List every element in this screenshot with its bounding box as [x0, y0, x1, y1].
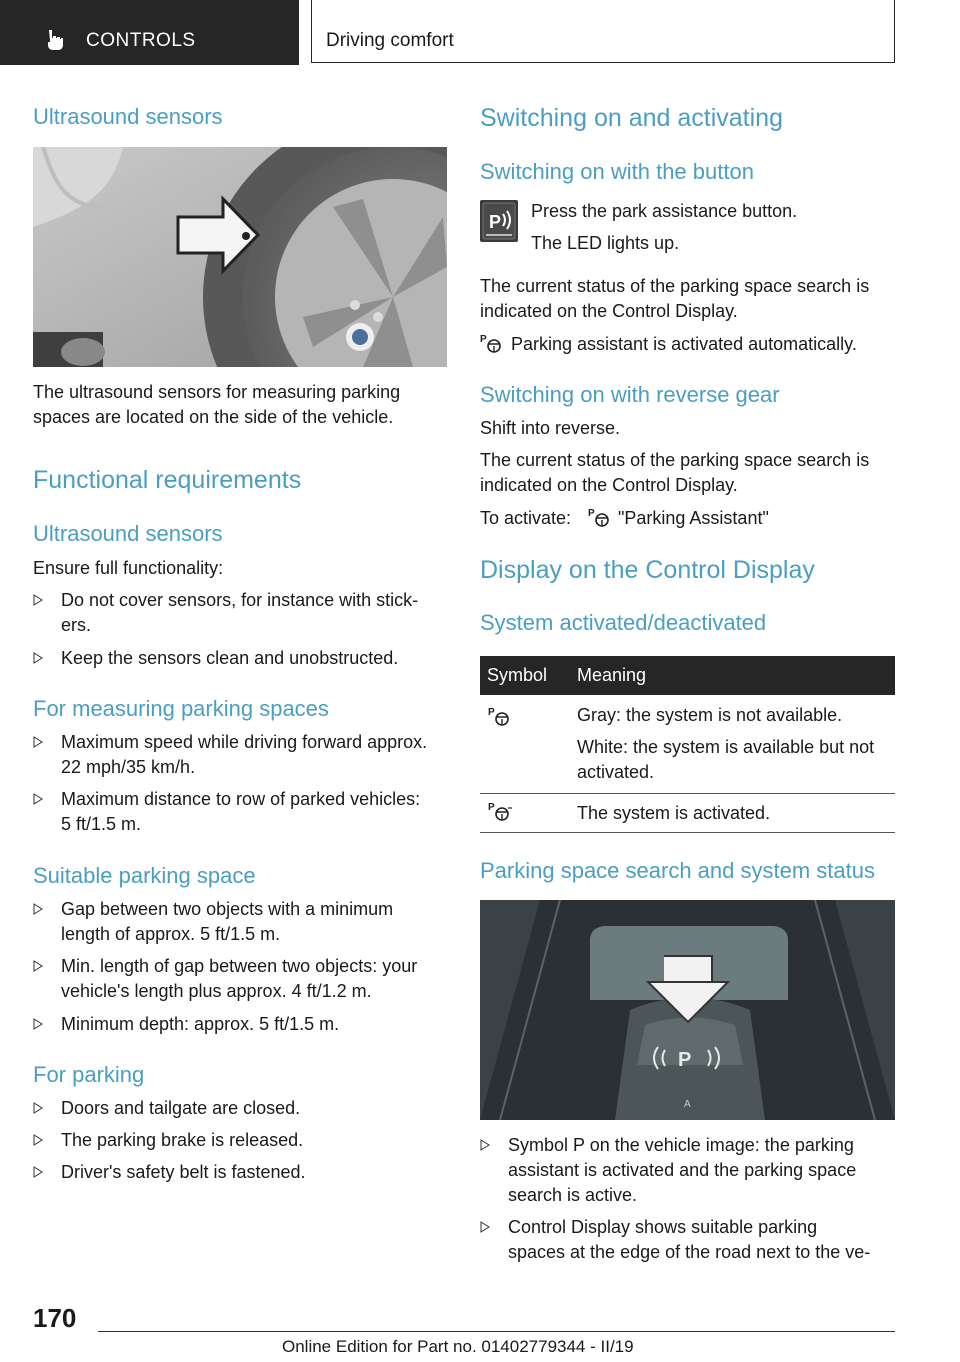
list-item: [33, 646, 447, 671]
list-item-text: Control Display shows suitable parking: [508, 1217, 818, 1237]
list-item: [33, 588, 447, 638]
heading-switching-button: Switching on with the button: [480, 159, 754, 184]
table-header-symbol: Symbol: [487, 665, 548, 685]
parking-assistant-icon: [486, 705, 514, 727]
heading-functional-requirements: Functional requirements: [33, 466, 302, 494]
heading-system-activated: System activated/deactivated: [480, 610, 767, 635]
heading-ultrasound-sensors-2: Ultrasound sensors: [33, 521, 223, 546]
list-item-text: spaces at the edge of the road next to the ve‐: [508, 1242, 871, 1262]
bullet-triangle-icon: [33, 594, 43, 606]
list-item-text: Maximum distance to row of parked vehicles:: [61, 789, 421, 809]
heading-reverse-gear: Switching on with reverse gear: [480, 382, 780, 407]
heading-switching-on: Switching on and activating: [480, 104, 783, 132]
table-cell-meaning: The system is activated.: [577, 802, 771, 823]
symbol-table: [480, 656, 895, 833]
bullet-triangle-icon: [33, 1134, 43, 1146]
list-item-text: The parking brake is released.: [61, 1130, 304, 1150]
bullet-triangle-icon: [480, 1221, 490, 1233]
press-text: Press the park assistance button.: [531, 201, 798, 221]
list-item-text: Minimum depth: approx. 5 ft/1.5 m.: [61, 1014, 340, 1034]
list-item-text: Keep the sensors clean and unobstructed.: [61, 648, 399, 668]
bullet-triangle-icon: [33, 652, 43, 664]
svg-text:P: P: [588, 508, 595, 519]
bullet-triangle-icon: [33, 736, 43, 748]
meaning-line: White: the system is available but not: [577, 737, 875, 757]
list-item-text: length of approx. 5 ft/1.5 m.: [61, 924, 281, 944]
footer-divider: [98, 1331, 895, 1332]
svg-text:P: P: [488, 707, 495, 718]
park-assist-button-icon: [480, 200, 518, 242]
to-activate-label: To activate:: [480, 508, 572, 528]
bullet-triangle-icon: [33, 1166, 43, 1178]
header-section-tab: [0, 0, 299, 65]
meaning-line: Gray: the system is not available.: [577, 705, 843, 725]
table-cell-symbol: [480, 695, 569, 794]
heading-parking-search-status: Parking space search and system status: [480, 858, 875, 883]
bullet-triangle-icon: [33, 793, 43, 805]
status-line-1: The current status of the parking space search is: [480, 276, 870, 296]
table-header-meaning: Meaning: [577, 665, 647, 685]
list-item-text: search is active.: [508, 1185, 638, 1205]
status-paragraph-2: [480, 448, 869, 498]
parking-assistant-menu-label: "Parking Assistant": [618, 508, 769, 528]
list-item-text: Gap between two objects with a minimum: [61, 899, 394, 919]
shift-text: Shift into reverse.: [480, 418, 621, 438]
list-item: [33, 1096, 447, 1121]
parking-assistant-active-icon: [486, 800, 514, 822]
header-section-label: CONTROLS: [86, 30, 196, 51]
bullet-triangle-icon: [480, 1139, 490, 1151]
heading-for-parking: For parking: [33, 1062, 145, 1087]
list-item: [33, 1128, 447, 1153]
svg-text:P: P: [678, 1049, 692, 1071]
table-row: [480, 695, 895, 794]
heading-measuring-parking-spaces: For measuring parking spaces: [33, 696, 329, 721]
list-item-text: 5 ft/1.5 m.: [61, 814, 142, 834]
svg-text:A: A: [684, 1099, 691, 1110]
list-item: [33, 1012, 447, 1037]
sensor-caption-line-1: The ultrasound sensors for measuring parking: [33, 382, 401, 402]
list-item-text: ers.: [61, 615, 92, 635]
led-text: The LED lights up.: [531, 233, 680, 253]
ensure-text: Ensure full functionality:: [33, 558, 224, 578]
footer-edition: Online Edition for Part no. 01402779344 - II/19: [282, 1337, 634, 1356]
list-item-text: Doors and tailgate are closed.: [61, 1098, 301, 1118]
parking-assistant-icon: [480, 332, 504, 354]
list-item-text: Do not cover sensors, for instance with stick‐: [61, 590, 419, 610]
bullet-triangle-icon: [33, 1018, 43, 1030]
table-cell-meaning: [569, 695, 895, 794]
list-item-text: Min. length of gap between two objects: your: [61, 956, 418, 976]
table-row: [480, 794, 895, 833]
status-line-2: indicated on the Control Display.: [480, 301, 738, 321]
list-item-text: assistant is activated and the parking space: [508, 1160, 857, 1180]
svg-text:P: P: [488, 801, 495, 813]
ultrasound-sensor-photo: [33, 147, 447, 367]
meaning-line: activated.: [577, 762, 655, 782]
heading-suitable-parking-space: Suitable parking space: [33, 863, 256, 888]
list-item: [33, 897, 447, 947]
heading-display: Display on the Control Display: [480, 556, 815, 584]
list-item: [480, 1133, 895, 1208]
sensor-caption: [33, 380, 400, 430]
table-header-row: [480, 656, 895, 695]
status-line-1: The current status of the parking space search is: [480, 450, 870, 470]
list-item: [33, 954, 447, 1004]
list-item-text: Maximum speed while driving forward approx.: [61, 732, 428, 752]
list-item: [33, 1160, 447, 1185]
list-item-text: Symbol P on the vehicle image: the parking: [508, 1135, 854, 1155]
list-item: [33, 730, 447, 780]
heading-ultrasound-sensors: Ultrasound sensors: [33, 104, 223, 129]
bullet-triangle-icon: [33, 1102, 43, 1114]
list-item-text: vehicle's length plus approx. 4 ft/1.2 m.: [61, 981, 372, 1001]
hand-pointer-icon: [43, 28, 65, 50]
parking-assistant-icon: [588, 506, 612, 528]
list-item: [33, 787, 447, 837]
table-cell-symbol: [480, 794, 569, 833]
header-chapter-tab: [311, 0, 895, 63]
status-line-2: indicated on the Control Display.: [480, 475, 738, 495]
bullet-triangle-icon: [33, 960, 43, 972]
status-paragraph-1: [480, 274, 869, 324]
list-item: [480, 1215, 895, 1265]
list-item-text: Driver's safety belt is fastened.: [61, 1162, 306, 1182]
auto-activated-text: Parking assistant is activated automatically.: [511, 334, 857, 354]
sensor-caption-line-2: spaces are located on the side of the vehicle.: [33, 407, 394, 427]
svg-text:P: P: [489, 212, 502, 232]
list-item-text: 22 mph/35 km/h.: [61, 757, 196, 777]
page-number: 170: [33, 1303, 77, 1333]
header-chapter-label: Driving comfort: [326, 30, 454, 51]
control-display-image: [480, 900, 895, 1120]
bullet-triangle-icon: [33, 903, 43, 915]
svg-text:P: P: [480, 334, 487, 345]
